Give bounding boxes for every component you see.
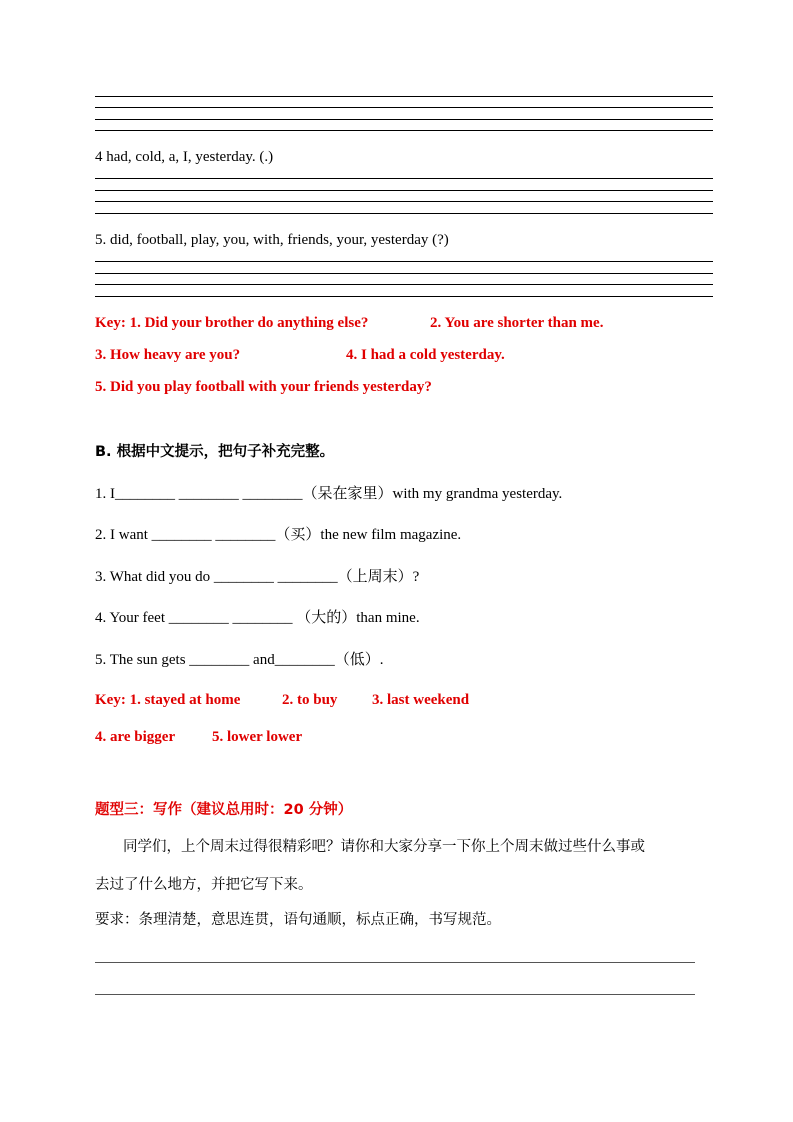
answer-line[interactable] bbox=[95, 130, 713, 131]
answer-line[interactable] bbox=[95, 107, 713, 108]
key-a-4: 4. I had a cold yesterday. bbox=[346, 347, 505, 363]
reorder-question-5: 5. did, football, play, you, with, friends, your, yesterday (?) bbox=[95, 232, 449, 248]
writing-prompt-line-2: 去过了什么地方，并把它写下来。 bbox=[95, 877, 313, 893]
answer-line[interactable] bbox=[95, 284, 713, 285]
key-b-2: 2. to buy bbox=[282, 692, 338, 708]
section-b-title: B. 根据中文提示，把句子补充完整。 bbox=[95, 444, 335, 460]
answer-line[interactable] bbox=[95, 96, 713, 97]
writing-line[interactable] bbox=[95, 994, 695, 995]
key-b-3: 3. last weekend bbox=[372, 692, 470, 708]
writing-line[interactable] bbox=[95, 962, 695, 963]
key-b-4: 4. are bigger bbox=[95, 729, 176, 745]
key-b-5: 5. lower lower bbox=[212, 729, 303, 745]
answer-line[interactable] bbox=[95, 201, 713, 202]
section-b-item-2: 2. I want ________ ________（买）the new film magazine. bbox=[95, 527, 462, 543]
answer-line[interactable] bbox=[95, 119, 713, 120]
section-b-item-3: 3. What did you do ________ ________（上周末）? bbox=[95, 569, 420, 585]
key-a-5: 5. Did you play football with your friends yesterday? bbox=[95, 379, 432, 395]
writing-title: 题型三：写作（建议总用时：20 分钟） bbox=[95, 802, 353, 818]
writing-requirements: 要求：条理清楚，意思连贯，语句通顺，标点正确，书写规范。 bbox=[95, 912, 501, 928]
reorder-question-4: 4 had, cold, a, I, yesterday. (.) bbox=[95, 149, 274, 165]
section-b-item-1: 1. I________ ________ ________（呆在家里）with my grandma yesterday. bbox=[95, 486, 563, 502]
answer-line[interactable] bbox=[95, 190, 713, 191]
key-a-2: 2. You are shorter than me. bbox=[430, 315, 604, 331]
key-b-1: Key: 1. stayed at home bbox=[95, 692, 241, 708]
key-a-3: 3. How heavy are you? bbox=[95, 347, 241, 363]
answer-line[interactable] bbox=[95, 178, 713, 179]
answer-line[interactable] bbox=[95, 213, 713, 214]
answer-line[interactable] bbox=[95, 261, 713, 262]
answer-line[interactable] bbox=[95, 296, 713, 297]
writing-prompt-line-1: 同学们，上个周末过得很精彩吧？请你和大家分享一下你上个周末做过些什么事或 bbox=[123, 839, 645, 855]
section-b-item-5: 5. The sun gets ________ and________（低）. bbox=[95, 652, 384, 668]
section-b-item-4: 4. Your feet ________ ________ （大的）than mine. bbox=[95, 610, 420, 626]
answer-line[interactable] bbox=[95, 273, 713, 274]
key-a-1: Key: 1. Did your brother do anything else? bbox=[95, 315, 369, 331]
